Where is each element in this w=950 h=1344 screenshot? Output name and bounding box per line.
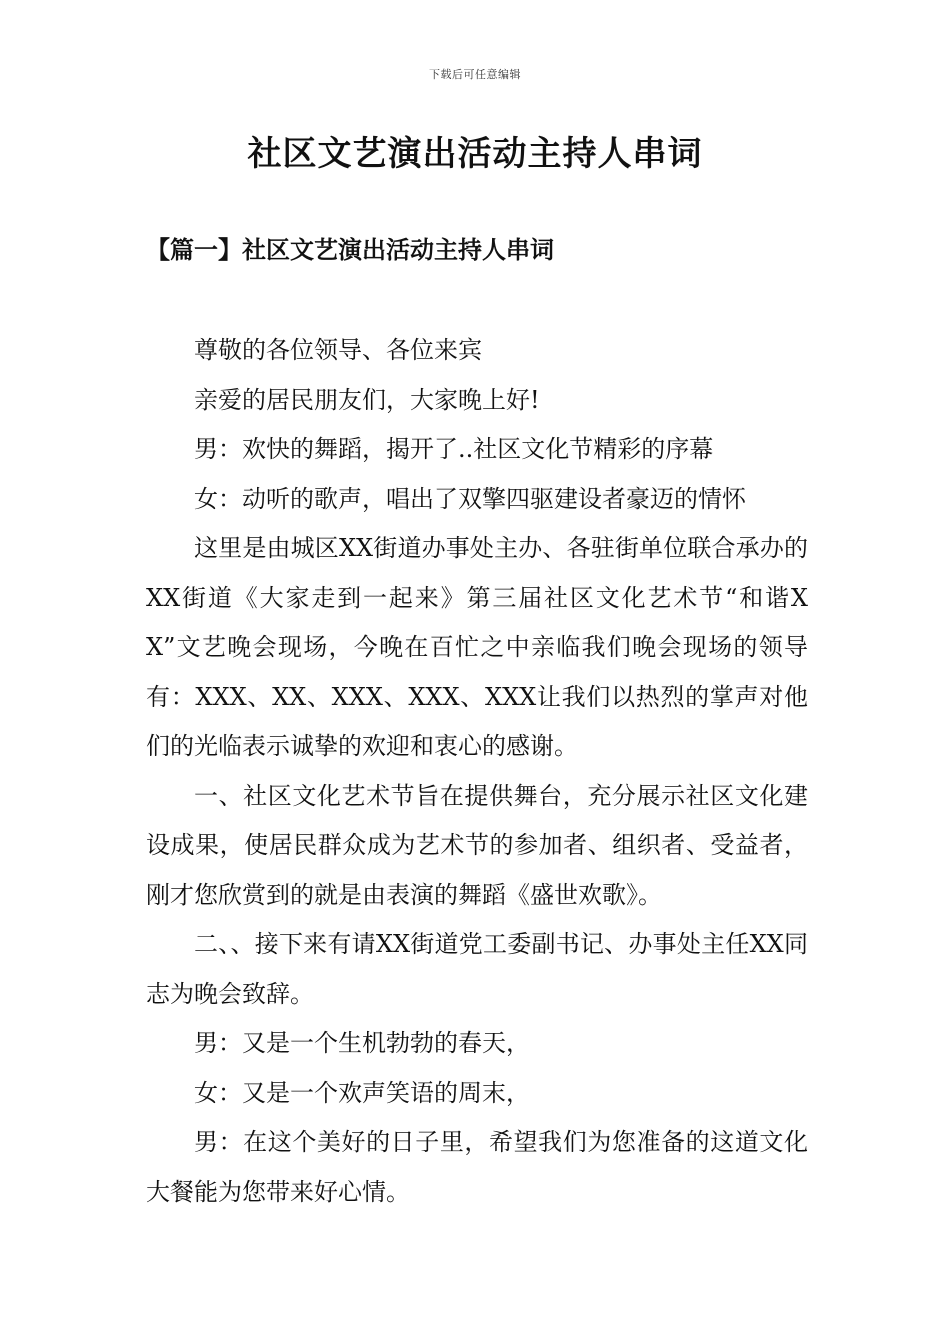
paragraph: 女：动听的歌声，唱出了双擎四驱建设者豪迈的情怀 xyxy=(194,484,746,513)
paragraph: 女：又是一个欢声笑语的周末， xyxy=(194,1078,530,1107)
paragraph: 男：又是一个生机勃勃的春天， xyxy=(194,1029,530,1057)
paragraph: 男：欢快的舞蹈，揭开了..社区文化节精彩的序幕 xyxy=(194,435,714,463)
paragraph: 尊敬的各位领导、各位来宾 xyxy=(194,336,482,364)
section-heading: 【篇一】社区文艺演出活动主持人串词 xyxy=(146,235,554,264)
document-body xyxy=(146,326,808,1217)
document-title: 社区文艺演出活动主持人串词 xyxy=(247,134,703,174)
paragraph: 二、、接下来有请XX街道党工委副书记、办事处主任XX同志为晚会致辞。 xyxy=(146,930,808,1008)
paragraph: 一、社区文化艺术节旨在提供舞台，充分展示社区文化建设成果，使居民群众成为艺术节的参加者、组织者、受益者，刚才您欣赏到的就是由表演的舞蹈《盛世欢歌》。 xyxy=(146,781,808,909)
paragraph: 这里是由城区XX街道办事处主办、各驻街单位联合承办的XX街道《大家走到一起来》第三届社区文化艺术节“和谐XX”文艺晚会现场，今晚在百忙之中亲临我们晚会现场的领导有：XXX、XX、XXX、XXX、XXX让我们以热烈的掌声对他们的光临表示诚挚的欢迎和衷心的感谢。 xyxy=(146,534,808,760)
paragraph: 亲爱的居民朋友们，大家晚上好! xyxy=(194,385,540,414)
paragraph: 男：在这个美好的日子里，希望我们为您准备的这道文化大餐能为您带来好心情。 xyxy=(146,1128,808,1206)
header-note: 下载后可任意编辑 xyxy=(429,68,521,81)
